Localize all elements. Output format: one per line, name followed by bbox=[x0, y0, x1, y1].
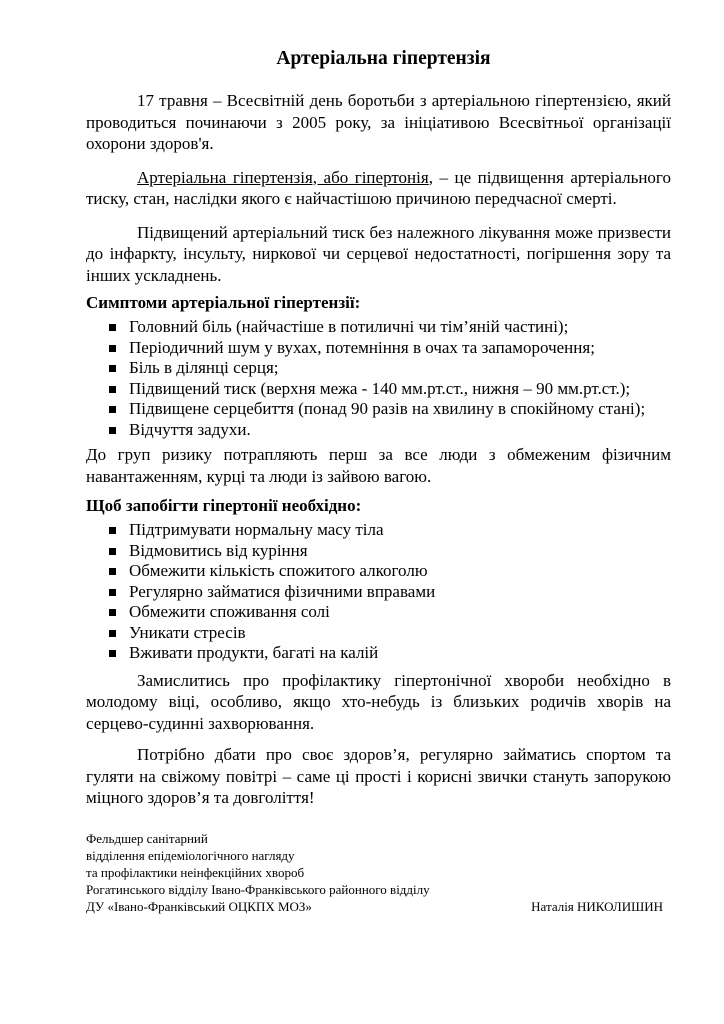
list-item: Обмежити кількість спожитого алкоголю bbox=[106, 561, 671, 582]
square-bullet-icon bbox=[109, 630, 116, 637]
list-item: Регулярно займатися фізичними вправами bbox=[106, 582, 671, 603]
square-bullet-icon bbox=[109, 365, 116, 372]
list-item: Вживати продукти, багаті на калій bbox=[106, 643, 671, 664]
definition-text: , – це підвищення артеріального тиску, стан, наслідки якого є найчастішою причиною передчасної смерті. bbox=[86, 167, 671, 208]
signature-department-cont: та профілактики неінфекційних хвороб bbox=[86, 865, 305, 880]
symptoms-list bbox=[86, 317, 671, 440]
square-bullet-icon bbox=[109, 609, 116, 616]
health-care-paragraph: Потрібно дбати про своє здоров’я, регулярно займатись спортом та гуляти на свіжому повітрі – саме ці прості і корисні звички стануть запорукою міцного здоров’я та довголіття! bbox=[86, 745, 671, 807]
square-bullet-icon bbox=[109, 427, 116, 434]
square-bullet-icon bbox=[109, 548, 116, 555]
intro-paragraph: 17 травня – Всесвітній день боротьби з артеріальною гіпертензією, який проводиться починаючи з 2005 року, за ініціативою Всесвітньої організації охорони здоров'я. bbox=[86, 91, 671, 153]
list-item: Періодичний шум у вухах, потемніння в очах та запаморочення; bbox=[106, 338, 671, 359]
prevention-heading: Щоб запобігти гіпертонії необхідно: bbox=[86, 496, 362, 515]
signature-block bbox=[86, 830, 671, 915]
prevention-list bbox=[86, 520, 671, 664]
symptoms-heading: Симптоми артеріальної гіпертензії: bbox=[86, 293, 361, 312]
square-bullet-icon bbox=[109, 589, 116, 596]
square-bullet-icon bbox=[109, 345, 116, 352]
definition-term: Артеріальна гіпертензія, або гіпертонія bbox=[137, 167, 429, 187]
signature-institution-row bbox=[86, 898, 671, 915]
list-item: Головний біль (найчастіше в потиличні чи тім’яній частині); bbox=[106, 317, 671, 338]
list-item: Біль в ділянці серця; bbox=[106, 358, 671, 379]
signature-position: Фельдшер санітарний bbox=[86, 831, 208, 846]
list-item: Відчуття задухи. bbox=[106, 420, 671, 441]
list-item: Підвищений тиск (верхня межа - 140 мм.рт.ст., нижня – 90 мм.рт.ст.); bbox=[106, 379, 671, 400]
square-bullet-icon bbox=[109, 527, 116, 534]
signature-name: Наталія НИКОЛИШИН bbox=[531, 899, 663, 914]
document-title: Артеріальна гіпертензія bbox=[276, 48, 491, 69]
square-bullet-icon bbox=[109, 568, 116, 575]
square-bullet-icon bbox=[109, 386, 116, 393]
square-bullet-icon bbox=[109, 406, 116, 413]
signature-department: відділення епідеміологічного нагляду bbox=[86, 848, 295, 863]
signature-division: Рогатинського відділу Івано-Франківського районного відділу bbox=[86, 882, 430, 897]
list-item: Обмежити споживання солі bbox=[106, 602, 671, 623]
risk-groups-paragraph: До груп ризику потрапляють перш за все люди з обмеженим фізичним навантаженням, курці та люди із зайвою вагою. bbox=[86, 445, 671, 486]
list-item: Підтримувати нормальну масу тіла bbox=[106, 520, 671, 541]
prevention-age-paragraph: Замислитись про профілактику гіпертонічної хвороби необхідно в молодому віці, особливо, якщо хто-небудь із близьких родичів хворів на серцево-судинні захворювання. bbox=[86, 670, 671, 733]
list-item: Відмовитись від куріння bbox=[106, 541, 671, 562]
definition-paragraph bbox=[86, 167, 671, 210]
list-item: Уникати стресів bbox=[106, 623, 671, 644]
square-bullet-icon bbox=[109, 650, 116, 657]
list-item: Підвищене серцебиття (понад 90 разів на хвилину в спокійному стані); bbox=[106, 399, 671, 420]
risk-paragraph: Підвищений артеріальний тиск без належного лікування може призвести до інфаркту, інсульту, ниркової чи серцевої недостатності, погіршення зору та інших ускладнень. bbox=[86, 222, 671, 285]
signature-institution: ДУ «Івано-Франківський ОЦКПХ МОЗ» bbox=[86, 899, 312, 914]
square-bullet-icon bbox=[109, 324, 116, 331]
